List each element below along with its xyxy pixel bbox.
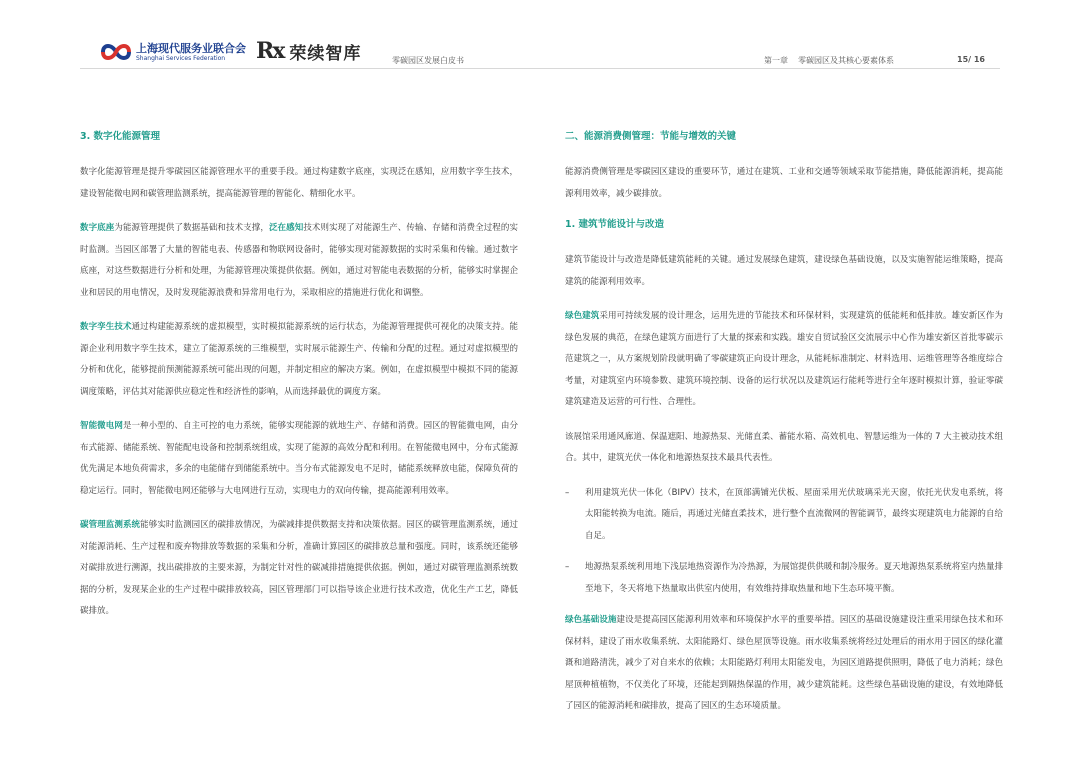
list-item-bipv: – 利用建筑光伏一体化（BIPV）技术，在顶部满铺光伏板、屋面采用光伏玻璃采光天窗，依托光伏发电系统，将太阳能转换为电流。随后，再通过光储直柔技术，进行整个直流微网的智能调节，最终实现建筑电力能源的自给自足。 <box>565 483 1003 548</box>
list-item-heat-pump: – 地源热泵系统利用地下浅层地热资源作为冷热源，为展馆提供供暖和制冷服务。夏天地源热泵系统将室内热量排至地下，冬天将地下热量取出供室内使用，有效维持排取热量和地下生态环境平衡。 <box>565 557 1003 600</box>
page-header <box>0 0 1080 80</box>
ssf-logo <box>100 40 246 64</box>
paragraph-digital-base: 数字底座为能源管理提供了数据基础和技术支撑，泛在感知技术则实现了对能源生产、传输、存储和消费全过程的实时监测。当园区部署了大量的智能电表、传感器和物联网设备时，能够实现对能源数据的实时采集和传输。通过数字底座，对这些数据进行分析和处理，为能源管理决策提供依据。例如，通过对智能电表数据的分析，能够实时掌握企业和居民的用电情况，及时发现能源浪费和异常用电行为，采取相应的措施进行优化和调整。 <box>80 223 518 298</box>
paragraph-building-intro: 建筑节能设计与改造是降低建筑能耗的关键。通过发展绿色建筑，建设绿色基础设施，以及实施智能运维策略，提高建筑的能源利用效率。 <box>565 255 1003 287</box>
paragraph-consumption-intro: 能源消费侧管理是零碳园区建设的重要环节，通过在建筑、工业和交通等领域采取节能措施，降低能源消耗，提高能源利用效率，减少碳排放。 <box>565 167 1003 199</box>
rx-logo-name: 荣续智库 <box>289 43 362 64</box>
chapter-label <box>764 55 904 66</box>
paragraph-digital-twin: 数字孪生技术通过构建能源系统的虚拟模型，实时模拟能源系统的运行状态，为能源管理提供可视化的决策支持。能源企业利用数字孪生技术，建立了能源系统的三维模型，实时展示能源生产、传输和分配的过程。通过对虚拟模型的分析和优化，能够提前预测能源系统可能出现的问题，并制定相应的解决方案。例如，在虚拟模型中模拟不同的能源调度策略，评估其对能源供应稳定性和经济性的影响，从而选择最优的调度方案。 <box>80 322 518 397</box>
bullet-dash: – <box>565 562 570 572</box>
highlight-term: 绿色建筑 <box>565 311 600 321</box>
paragraph-carbon-monitoring: 碳管理监测系统能够实时监测园区的碳排放情况，为碳减排提供数据支持和决策依据。园区的碳管理监测系统，通过对能源消耗、生产过程和废弃物排放等数据的采集和分析，准确计算园区的碳排放总量和强度。同时，该系统还能够对碳排放进行溯源，找出碳排放的主要来源，为制定针对性的碳减排措施提供依据。例如，通过对碳管理监测系统数据的分析，发现某企业的生产过程中碳排放较高，园区管理部门可以指导该企业进行技术改造，优化生产工艺，降低碳排放。 <box>80 520 518 616</box>
highlight-term: 数字孪生技术 <box>80 322 132 332</box>
subsection-heading-building: 1. 建筑节能设计与改造 <box>565 219 665 230</box>
rx-logo <box>256 38 361 64</box>
ssf-name-en: Shanghai Services Federation <box>136 54 226 62</box>
document-title: 零碳园区发展白皮书 <box>392 56 464 65</box>
highlight-term: 智能微电网 <box>80 421 123 431</box>
paragraph-pavilion: 该展馆采用通风廊道、保温遮阳、地源热泵、光储直柔、蓄能水箱、高效机电、智慧运维为一体的 7 大主被动技术组合。其中，建筑光伏一体化和地源热泵技术最具代表性。 <box>565 431 1003 463</box>
section-heading-digital-energy: 3. 数字化能源管理 <box>80 131 161 142</box>
chapter-title: 零碳园区及其核心要素体系 <box>798 56 894 65</box>
highlight-term: 数字底座 <box>80 223 115 233</box>
chapter-number: 第一章 <box>764 56 788 65</box>
highlight-term: 碳管理监测系统 <box>80 520 141 530</box>
highlight-term: 泛在感知 <box>268 223 304 233</box>
ssf-logo-icon <box>100 40 132 64</box>
header-divider <box>80 68 1000 69</box>
paragraph-green-infrastructure: 绿色基础设施建设是提高园区能源利用效率和环境保护水平的重要举措。园区的基础设施建设注重采用绿色技术和环保材料，建设了雨水收集系统、太阳能路灯、绿色屋顶等设施。雨水收集系统将经过处理后的雨水用于园区的绿化灌溉和道路清洗，减少了对自来水的依赖；太阳能路灯利用太阳能发电，为园区道路提供照明，降低了电力消耗；绿色屋顶种植植物，不仅美化了环境，还能起到隔热保温的作用，减少建筑能耗。这些绿色基础设施的建设，有效地降低了园区的能源消耗和碳排放，提高了园区的生态环境质量。 <box>565 615 1003 711</box>
rx-logo-mark: Rx <box>256 38 284 64</box>
right-column <box>565 130 1003 731</box>
ssf-name: 上海现代服务业联合会 <box>136 41 246 55</box>
page-number: 15/ 16 <box>957 55 985 64</box>
highlight-term: 绿色基础设施 <box>565 615 617 625</box>
left-column <box>80 130 518 636</box>
section-heading-consumption: 二、能源消费侧管理：节能与增效的关键 <box>565 131 737 142</box>
bullet-dash: – <box>565 487 570 498</box>
paragraph-green-building: 绿色建筑采用可持续发展的设计理念，运用先进的节能技术和环保材料，实现建筑的低能耗和低排放。雄安新区作为绿色发展的典范，在绿色建筑方面进行了大量的探索和实践。雄安自贸试验区交流展示中心作为雄安新区首批零碳示范建筑之一，从方案规划阶段就明确了零碳建筑正向设计理念，从能耗标准制定、材料选用、运维管理等各维度综合考量，对建筑室内环境参数、建筑环境控制、设备的运行状况以及建筑运行能耗等进行全年逐时模拟计算，验证零碳建筑建造及运营的可行性、合理性。 <box>565 311 1003 407</box>
paragraph-intro: 数字化能源管理是提升零碳园区能源管理水平的重要手段。通过构建数字底座，实现泛在感知，应用数字孪生技术，建设智能微电网和碳管理监测系统，提高能源管理的智能化、精细化水平。 <box>80 167 518 199</box>
paragraph-microgrid: 智能微电网是一种小型的、自主可控的电力系统，能够实现能源的就地生产、存储和消费。园区的智能微电网，由分布式能源、储能系统、智能配电设备和控制系统组成，实现了能源的高效分配和利用。在智能微电网中，分布式能源优先满足本地负荷需求，多余的电能储存到储能系统中。当分布式能源发电不足时，储能系统释放电能，保障负荷的稳定运行。同时，智能微电网还能够与大电网进行互动，实现电力的双向传输，提高能源利用效率。 <box>80 421 518 496</box>
